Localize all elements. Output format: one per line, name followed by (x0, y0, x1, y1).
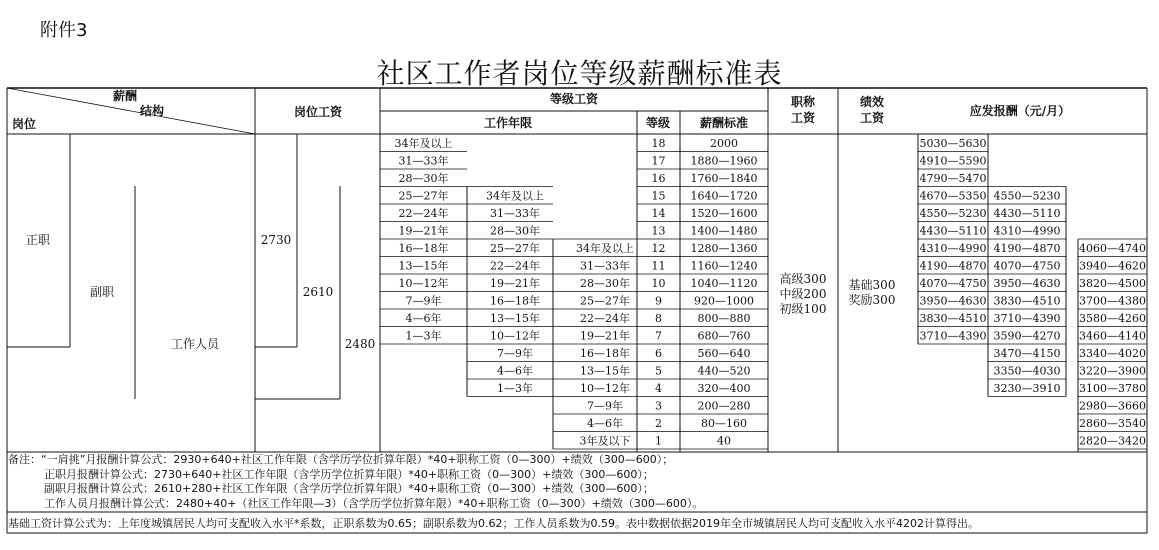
work-years-cell: 19—21年 (580, 329, 630, 343)
payable-cell: 4060—4740 (1079, 242, 1146, 255)
grade-cell: 3 (655, 399, 662, 413)
grade-cell: 6 (655, 347, 662, 360)
work-years-cell: 28—30年 (398, 172, 449, 185)
payable-cell: 2820—3420 (1079, 434, 1146, 448)
work-years-cell: 3年及以下 (579, 434, 631, 448)
payable-cell: 3710—4390 (919, 329, 987, 343)
header-title-wage: 工资 (790, 111, 816, 125)
work-years-cell: 16—18年 (398, 242, 449, 255)
work-years-cell: 34年及以上 (486, 189, 544, 203)
payable-cell: 3710—4390 (993, 312, 1061, 325)
note-line-4: 工作人员月报酬计算公式：2480+40+（社区工作年限—3）（含学历学位折算年限）*40+职称工资（0—300）+绩效（300—600）。 (44, 496, 704, 510)
salary-standard-cell: 200—280 (697, 399, 751, 413)
payable-cell: 3340—4020 (1079, 347, 1146, 360)
salary-standard-cell: 1760—1840 (690, 172, 758, 185)
work-years-cell: 10—12年 (398, 277, 449, 290)
grade-cell: 12 (651, 242, 666, 255)
grade-cell: 9 (655, 294, 662, 308)
salary-standard-cell: 1400—1480 (690, 224, 758, 238)
payable-cell: 4070—4750 (919, 277, 987, 290)
notes (8, 453, 1058, 511)
work-years-cell: 28—30年 (580, 277, 630, 290)
post-deputy: 副职 (89, 285, 115, 299)
payable-cell: 3950—4630 (919, 294, 987, 308)
salary-standard-cell: 560—640 (697, 347, 751, 360)
payable-cell: 4190—4870 (993, 242, 1061, 255)
work-years-cell: 7—9年 (497, 347, 533, 360)
work-years-cell: 4—6年 (405, 312, 442, 325)
work-years-cell: 28—30年 (490, 224, 540, 238)
work-years-cell: 7—9年 (587, 399, 623, 413)
header-perf-wage: 绩效 (859, 95, 885, 109)
work-years-cell: 13—15年 (580, 364, 630, 378)
payable-cell: 4430—5110 (993, 207, 1061, 220)
payable-cell: 3230—3910 (993, 382, 1061, 395)
grade-cell: 4 (655, 382, 662, 395)
salary-standard-cell: 2000 (710, 137, 738, 150)
work-years-cell: 19—21年 (490, 277, 540, 290)
salary-standard-cell: 800—880 (697, 312, 751, 325)
grade-cell: 8 (655, 312, 662, 325)
grade-cell: 17 (651, 154, 666, 168)
work-years-cell: 25—27年 (398, 189, 449, 203)
work-years-cell: 31—33年 (580, 259, 630, 273)
salary-standard-cell: 680—760 (697, 329, 751, 343)
payable-cell: 4910—5590 (919, 154, 987, 168)
grade-cell: 1 (655, 434, 662, 448)
work-years-cell: 19—21年 (398, 224, 449, 238)
work-years-cell: 31—33年 (398, 154, 449, 168)
footer-note: 基础工资计算公式为：上年度城镇居民人均可支配收入水平*系数，正职系数为0.65；副职系数为0.62；工作人员系数为0.59。表中数据依据2019年全市城镇居民人均可支配收入水平4202计算得出。 (8, 517, 979, 530)
payable-cell: 5030—5630 (919, 137, 987, 150)
post-staff: 工作人员 (170, 337, 220, 351)
page-title: 社区工作者岗位等级薪酬标准表 (376, 57, 783, 90)
salary-standard-cell: 1280—1360 (690, 242, 758, 255)
header-salary: 薪酬 (112, 89, 138, 103)
header-salary-standard: 薪酬标准 (699, 116, 749, 130)
work-years-cell: 1—3年 (497, 382, 533, 395)
grade-cell: 7 (655, 329, 662, 343)
work-years-cell: 22—24年 (398, 207, 449, 220)
payable-cell: 3950—4630 (993, 277, 1061, 290)
header-payable: 应发报酬（元/月） (969, 104, 1071, 118)
salary-standard-cell: 1880—1960 (690, 154, 758, 168)
work-years-cell: 1—3年 (405, 329, 442, 343)
payable-cell: 3100—3780 (1079, 382, 1146, 395)
salary-standard-cell: 1520—1600 (690, 207, 758, 220)
grade-cell: 5 (655, 364, 662, 378)
work-years-cell: 22—24年 (580, 312, 630, 325)
work-years-cell: 4—6年 (497, 364, 533, 378)
work-years-cell: 7—9年 (405, 294, 442, 308)
grade-cell: 11 (651, 259, 666, 273)
work-years-cell: 25—27年 (580, 294, 630, 308)
title-wage-middle: 中级200 (779, 287, 827, 301)
header-post-wage: 岗位工资 (293, 105, 343, 119)
grade-cell: 13 (651, 224, 666, 238)
title-wage-junior: 初级100 (779, 302, 827, 316)
grade-cell: 18 (651, 137, 666, 150)
work-years-cell: 31—33年 (490, 207, 540, 220)
grade-cell: 15 (651, 189, 666, 203)
work-years-cell: 25—27年 (490, 242, 540, 255)
payable-cell: 3940—4620 (1079, 259, 1146, 273)
work-years-cell: 16—18年 (490, 294, 540, 308)
payable-cell: 3580—4260 (1079, 312, 1146, 325)
grade-cell: 14 (651, 207, 666, 220)
post-chief: 正职 (25, 233, 51, 247)
payable-cell: 3460—4140 (1079, 329, 1146, 343)
work-years-cell: 4—6年 (587, 417, 623, 430)
payable-cell: 3350—4030 (993, 364, 1061, 378)
work-years-cell: 10—12年 (490, 329, 540, 343)
salary-standard-cell: 920—1000 (694, 294, 754, 308)
header-grade-wage: 等级工资 (549, 92, 599, 106)
payable-cell: 4670—5350 (919, 189, 987, 203)
header-structure: 结构 (139, 104, 165, 118)
post-wage-deputy: 2610 (302, 285, 334, 299)
work-years-cell: 16—18年 (580, 347, 630, 360)
payable-cell: 3830—4510 (993, 294, 1061, 308)
payable-cell: 4310—4990 (919, 242, 987, 255)
payable-cell: 4430—5110 (919, 224, 987, 238)
salary-standard-cell: 1640—1720 (690, 189, 758, 203)
note-line-2: 正职月报酬计算公式：2730+640+社区工作年限（含学历学位折算年限）*40+职称工资（0—300）+绩效（300—600）； (44, 467, 654, 481)
salary-standard-cell: 80—160 (701, 417, 747, 430)
header-post: 岗位 (11, 117, 37, 131)
salary-standard-cell: 40 (717, 434, 731, 448)
title-wage-senior: 高级300 (779, 272, 827, 286)
perf-wage-basic: 基础300 (848, 278, 896, 292)
post-wage-staff: 2480 (344, 337, 376, 351)
post-wage-chief: 2730 (260, 233, 292, 247)
grade-cell: 10 (651, 277, 666, 290)
salary-standard-cell: 320—400 (697, 382, 751, 395)
payable-cell: 3470—4150 (993, 347, 1061, 360)
payable-cell: 3590—4270 (993, 329, 1061, 343)
grade-cell: 2 (655, 417, 662, 430)
payable-cell: 2860—3540 (1079, 417, 1146, 430)
header-grade: 等级 (645, 116, 671, 130)
work-years-cell: 13—15年 (490, 312, 540, 325)
work-years-cell: 10—12年 (580, 382, 630, 395)
payable-cell: 4550—5230 (919, 207, 987, 220)
note-line-3: 副职月报酬计算公式：2610+280+社区工作年限（含学历学位折算年限）*40+职称工资（0—300）+绩效（300—600）； (44, 482, 654, 495)
payable-cell: 4550—5230 (993, 189, 1061, 203)
work-years-cell: 34年及以上 (394, 137, 453, 150)
work-years-cell: 13—15年 (398, 259, 449, 273)
salary-standard-cell: 440—520 (697, 364, 751, 378)
header-work-years: 工作年限 (483, 116, 533, 130)
payable-cell: 4190—4870 (919, 259, 987, 273)
attachment-label: 附件3 (40, 20, 88, 41)
perf-wage-reward: 奖励300 (848, 293, 896, 307)
payable-cell: 2980—3660 (1079, 399, 1146, 413)
payable-cell: 4790—5470 (919, 172, 987, 185)
work-years-cell: 22—24年 (490, 259, 540, 273)
payable-cell: 3700—4380 (1079, 294, 1146, 308)
header-title-wage: 职称 (790, 95, 816, 109)
salary-standard-cell: 1040—1120 (690, 277, 758, 290)
payable-cell: 3830—4510 (919, 312, 987, 325)
payable-cell: 4310—4990 (993, 224, 1061, 238)
payable-cell: 4070—4750 (993, 259, 1061, 273)
note-line-1: 备注：“一肩挑”月报酬计算公式：2930+640+社区工作年限（含学历学位折算年限）*40+职称工资（0—300）+绩效（300—600）； (8, 453, 674, 466)
work-years-cell: 34年及以上 (576, 242, 634, 255)
salary-standard-cell: 1160—1240 (690, 259, 758, 273)
grade-cell: 16 (651, 172, 666, 185)
payable-cell: 3820—4500 (1079, 277, 1146, 290)
header-perf-wage: 工资 (859, 111, 885, 125)
payable-cell: 3220—3900 (1079, 364, 1146, 378)
